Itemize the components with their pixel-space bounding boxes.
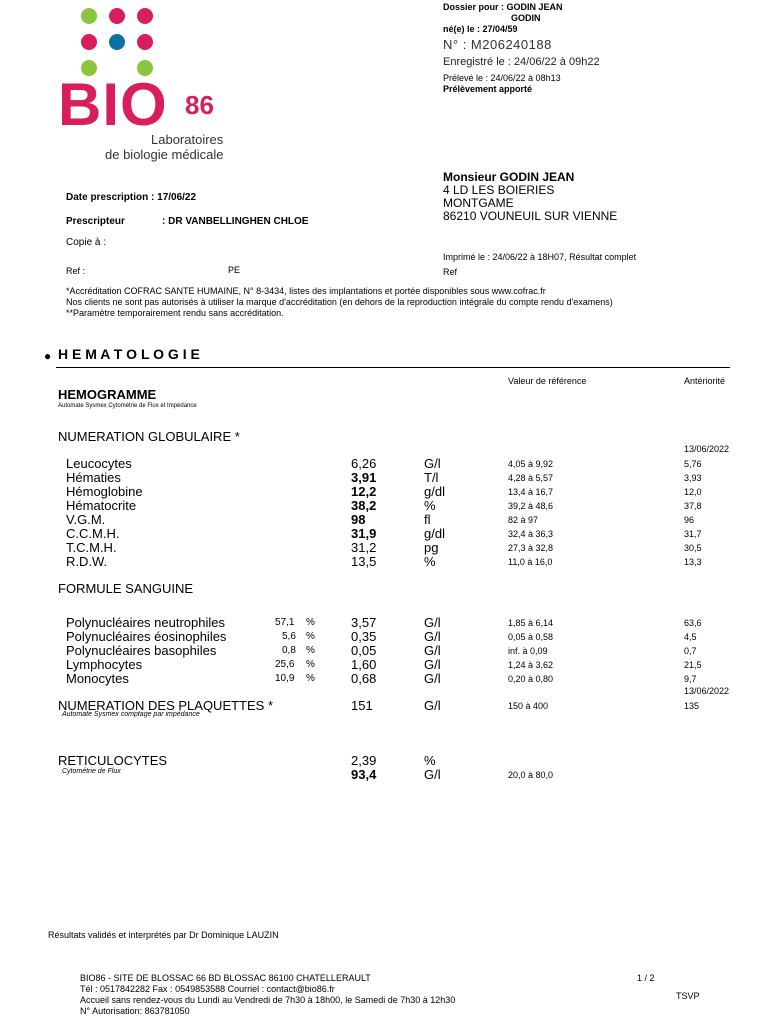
numeration-title: NUMERATION GLOBULAIRE * xyxy=(58,429,240,444)
row-percent: 0,8 xyxy=(282,645,296,656)
row-percent: 5,6 xyxy=(282,631,296,642)
row-value: 3,57 xyxy=(351,615,377,630)
prescriber-label: Prescripteur xyxy=(66,216,125,227)
table-row xyxy=(0,512,768,526)
row-percent-symbol: % xyxy=(306,617,315,628)
table-row xyxy=(0,698,768,712)
patient-name: Monsieur GODIN JEAN xyxy=(443,170,575,184)
row-prior: 5,76 xyxy=(684,459,702,469)
table-row xyxy=(0,470,768,484)
row-name: Monocytes xyxy=(66,671,129,686)
row-prior: 12,0 xyxy=(684,487,702,497)
row-name: Hématies xyxy=(66,470,121,485)
row-prior: 30,5 xyxy=(684,543,702,553)
row-percent: 25,6 xyxy=(275,659,295,670)
row-value: 93,4 xyxy=(351,767,377,782)
row-value: 0,68 xyxy=(351,671,377,686)
accreditation-note: *Accréditation COFRAC SANTE HUMAINE, N° 8-3434, listes des implantations et portée disponibles sous www.cofrac.fr xyxy=(66,286,546,296)
logo xyxy=(58,6,238,166)
row-name: V.G.M. xyxy=(66,512,106,527)
row-unit: G/l xyxy=(424,671,441,686)
reticulocytes-subtitle: Cytométrie de Flux xyxy=(62,768,121,775)
row-prior: 63,6 xyxy=(684,618,702,628)
row-unit: g/dl xyxy=(424,484,445,499)
row-value: 6,26 xyxy=(351,456,377,471)
prior-date: 13/06/2022 xyxy=(684,444,730,454)
row-ref: 4,28 à 5,57 xyxy=(508,473,554,483)
accreditation-note: Nos clients ne sont pas autorisés à utiliser la marque d'accréditation (en dehors de la reproduction intégrale du compte rendu d'examens) xyxy=(66,297,613,307)
table-row xyxy=(0,615,768,629)
row-name: Polynucléaires basophiles xyxy=(66,643,217,658)
logo-dot xyxy=(137,8,153,24)
row-value: 0,05 xyxy=(351,643,377,658)
logo-number: 86 xyxy=(185,90,214,120)
table-row xyxy=(0,657,768,671)
row-ref: 20,0 à 80,0 xyxy=(508,770,554,780)
row-percent: 57,1 xyxy=(275,617,295,628)
patient-address: MONTGAME xyxy=(443,196,514,210)
dossier-brought: Prélèvement apporté xyxy=(443,84,533,94)
row-value: 12,2 xyxy=(351,484,377,499)
table-row xyxy=(0,671,768,685)
table-row xyxy=(0,456,768,470)
row-name: Lymphocytes xyxy=(66,657,143,672)
row-unit: % xyxy=(424,554,436,569)
row-prior: 4,5 xyxy=(684,632,697,642)
row-value: 3,91 xyxy=(351,470,377,485)
row-unit: G/l xyxy=(424,615,441,630)
row-percent-symbol: % xyxy=(306,659,315,670)
table-row xyxy=(0,767,768,781)
patient-address: 4 LD LES BOIERIES xyxy=(443,183,555,197)
row-ref: inf. à 0,09 xyxy=(508,646,548,656)
logo-dot xyxy=(109,34,125,50)
section-title: H E M A T O L O G I E xyxy=(58,346,200,362)
footer-authorization: N° Autorisation: 863781050 xyxy=(80,1006,190,1016)
row-name: Polynucléaires éosinophiles xyxy=(66,629,227,644)
logo-dot xyxy=(137,34,153,50)
ref-header: Valeur de référence xyxy=(508,376,587,386)
table-row xyxy=(0,498,768,512)
row-value: 151 xyxy=(351,698,373,713)
logo-subtitle: de biologie médicale xyxy=(105,147,224,162)
section-divider xyxy=(56,367,730,368)
row-ref: 4,05 à 9,92 xyxy=(508,459,554,469)
row-name: C.C.M.H. xyxy=(66,526,120,541)
row-ref: 11,0 à 16,0 xyxy=(508,557,553,567)
row-name: R.D.W. xyxy=(66,554,108,569)
table-row xyxy=(0,554,768,568)
row-unit: G/l xyxy=(424,643,441,658)
logo-dot xyxy=(109,8,125,24)
row-ref: 39,2 à 48,6 xyxy=(508,501,554,511)
table-row xyxy=(0,753,768,767)
row-prior: 3,93 xyxy=(684,473,702,483)
row-prior: 13,3 xyxy=(684,557,702,567)
dossier-name: GODIN xyxy=(511,13,541,23)
dossier-registered: Enregistré le : 24/06/22 à 09h22 xyxy=(443,56,600,68)
footer-hours: Accueil sans rendez-vous du Lundi au Vendredi de 7h30 à 18h00, le Samedi de 7h30 à 12h30 xyxy=(80,995,456,1005)
row-ref: 32,4 à 36,3 xyxy=(508,529,554,539)
footer-address: BIO86 - SITE DE BLOSSAC 66 BD BLOSSAC 86100 CHATELLERAULT xyxy=(80,973,371,983)
row-ref: 150 à 400 xyxy=(508,701,549,711)
row-name: RETICULOCYTES xyxy=(58,753,168,768)
table-row xyxy=(0,643,768,657)
prior-date: 13/06/2022 xyxy=(684,686,730,696)
accreditation-note: **Paramètre temporairement rendu sans accréditation. xyxy=(66,308,284,318)
ref-right: Ref xyxy=(443,267,458,277)
prescriber: : DR VANBELLINGHEN CHLOE xyxy=(162,216,309,227)
row-unit: fl xyxy=(424,512,431,527)
row-unit: pg xyxy=(424,540,439,555)
row-value: 31,2 xyxy=(351,540,377,555)
row-unit: G/l xyxy=(424,629,441,644)
row-percent-symbol: % xyxy=(306,673,315,684)
validation-text: Résultats validés et interprétés par Dr Dominique LAUZIN xyxy=(48,930,279,940)
row-unit: T/l xyxy=(424,470,439,485)
bullet-icon: ● xyxy=(44,349,52,363)
table-row xyxy=(0,629,768,643)
row-value: 0,35 xyxy=(351,629,377,644)
row-prior: 0,7 xyxy=(684,646,697,656)
row-unit: % xyxy=(424,498,436,513)
table-row xyxy=(0,484,768,498)
row-prior: 31,7 xyxy=(684,529,702,539)
table-row xyxy=(0,540,768,554)
row-ref: 27,3 à 32,8 xyxy=(508,543,554,553)
hemogramme-title: HEMOGRAMME xyxy=(58,387,157,402)
row-ref: 1,85 à 6,14 xyxy=(508,618,554,628)
row-value: 13,5 xyxy=(351,554,377,569)
row-name: Hématocrite xyxy=(66,498,137,513)
row-unit: G/l xyxy=(424,456,441,471)
dossier-number: N° : M206240188 xyxy=(443,37,552,52)
row-ref: 0,05 à 0,58 xyxy=(508,632,554,642)
logo-subtitle: Laboratoires xyxy=(151,132,224,147)
row-name: T.C.M.H. xyxy=(66,540,117,555)
table-row xyxy=(0,526,768,540)
formule-title: FORMULE SANGUINE xyxy=(58,581,194,596)
row-unit: G/l xyxy=(424,767,441,782)
row-prior: 9,7 xyxy=(684,674,697,684)
row-name: Hémoglobine xyxy=(66,484,143,499)
printed-date: Imprimé le : 24/06/22 à 18H07, Résultat complet xyxy=(443,252,637,262)
dossier-born: né(e) le : 27/04/59 xyxy=(443,24,518,34)
logo-brand: BIO xyxy=(58,71,168,138)
row-name: Polynucléaires neutrophiles xyxy=(66,615,225,630)
row-value: 98 xyxy=(351,512,366,527)
row-percent: 10,9 xyxy=(275,673,295,684)
ref-value: PE xyxy=(228,265,241,275)
row-value: 31,9 xyxy=(351,526,377,541)
row-unit: % xyxy=(424,753,436,768)
row-prior: 21,5 xyxy=(684,660,702,670)
row-unit: G/l xyxy=(424,698,441,713)
row-prior: 37,8 xyxy=(684,501,702,511)
row-unit: G/l xyxy=(424,657,441,672)
page-number: 1 / 2 xyxy=(637,973,655,983)
row-unit: g/dl xyxy=(424,526,445,541)
logo-dot xyxy=(81,8,97,24)
row-value: 1,60 xyxy=(351,657,377,672)
prescription-date: Date prescription : 17/06/22 xyxy=(66,192,197,203)
dossier-sampled: Prélevé le : 24/06/22 à 08h13 xyxy=(443,73,561,83)
plaquettes-subtitle: Automate Sysmex comptage par impédance xyxy=(62,711,200,718)
row-prior: 96 xyxy=(684,515,695,525)
patient-address: 86210 VOUNEUIL SUR VIENNE xyxy=(443,209,618,223)
footer-contact: Tél : 0517842282 Fax : 0549853588 Courriel : contact@bio86.fr xyxy=(80,984,335,994)
row-ref: 1,24 à 3,62 xyxy=(508,660,554,670)
row-value: 2,39 xyxy=(351,753,377,768)
row-ref: 13,4 à 16,7 xyxy=(508,487,554,497)
row-name: NUMERATION DES PLAQUETTES * xyxy=(58,698,274,713)
hemogramme-subtitle: Automate Sysmex Cytométrie de Flux et Impédance xyxy=(58,403,197,409)
copy-label: Copie à : xyxy=(66,237,107,248)
prior-header: Antériorité xyxy=(684,376,726,386)
row-value: 38,2 xyxy=(351,498,377,513)
logo-dot xyxy=(81,34,97,50)
row-ref: 0,20 à 0,80 xyxy=(508,674,554,684)
ref-label: Ref : xyxy=(66,266,86,276)
row-prior: 135 xyxy=(684,701,700,711)
dossier-label: Dossier pour : GODIN JEAN xyxy=(443,2,563,12)
row-name: Leucocytes xyxy=(66,456,132,471)
row-percent-symbol: % xyxy=(306,631,315,642)
row-percent-symbol: % xyxy=(306,645,315,656)
tsvp-label: TSVP xyxy=(676,991,700,1001)
row-ref: 82 à 97 xyxy=(508,515,539,525)
